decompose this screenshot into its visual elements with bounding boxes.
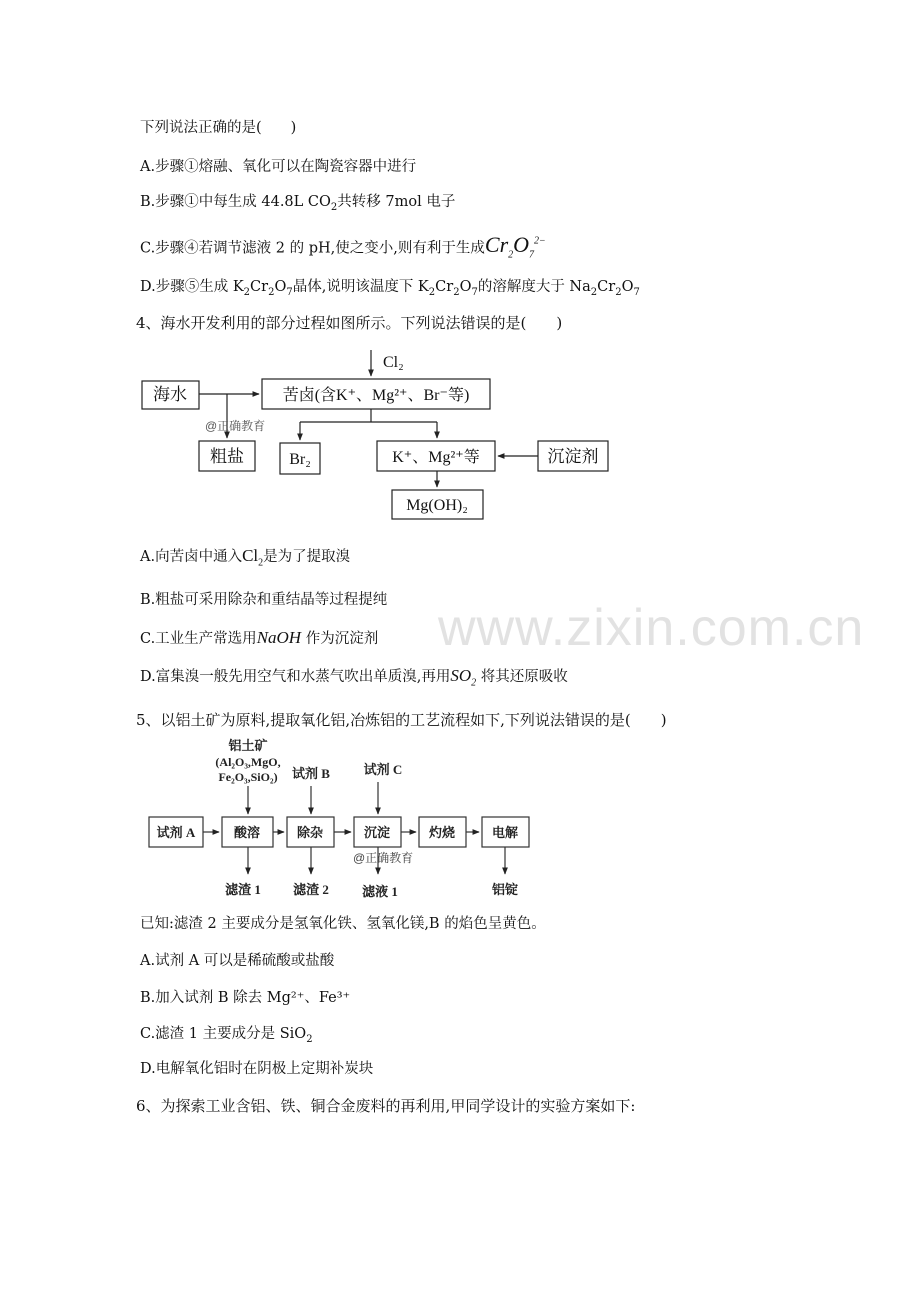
q4-option-d: D.富集溴一般先用空气和水蒸气吹出单质溴,再用$SO_2$ 将其还原吸收: [140, 666, 568, 689]
q3-stem: 下列说法正确的是( ): [140, 120, 297, 136]
ore-composition-line2: Fe₂O₃,SiO₂): [218, 770, 278, 784]
br2-label: Br₂: [289, 451, 311, 468]
ore-label: 铝土矿: [228, 738, 268, 753]
reagent-b-label: 试剂 B: [292, 766, 330, 781]
q5-option-d: D.电解氧化铝时在阴极上定期补炭块: [140, 1061, 374, 1077]
residue-1-label: 滤渣 1: [225, 882, 261, 897]
q4-option-c: C.工业生产常选用NaOH 作为沉淀剂: [140, 628, 379, 647]
site-watermark: www.zixin.com.cn: [438, 599, 865, 657]
mgoh2-label: Mg(OH)₂: [406, 497, 468, 514]
diagram-watermark: @正确教育: [353, 851, 414, 865]
calcination-label: 灼烧: [428, 825, 456, 840]
reagent-c-label: 试剂 C: [363, 762, 403, 777]
q3-option-c: C.步骤④若调节滤液 2 的 pH,使之变小,则有利于生成$Cr_2O_7^{2-}$: [140, 232, 546, 261]
electrolysis-label: 电解: [491, 825, 519, 840]
q3-option-a: A.步骤①熔融、氧化可以在陶瓷容器中进行: [140, 159, 417, 175]
crude-salt-label: 粗盐: [210, 447, 244, 466]
dichromate-formula: $Cr_2O_7^{2-}$: [484, 232, 546, 261]
impurity-removal-label: 除杂: [296, 825, 324, 840]
q5-option-b: B.加入试剂 B 除去 Mg²⁺、Fe³⁺: [140, 990, 351, 1006]
filtrate-1-label: 滤液 1: [362, 884, 398, 899]
q4-stem: 4、海水开发利用的部分过程如图所示。下列说法错误的是( ): [136, 314, 563, 332]
reagent-a-label: 试剂 A: [156, 825, 196, 840]
q4-option-a: A.向苦卤中通入$Cl_2$是为了提取溴: [140, 546, 351, 569]
diagram-watermark: @正确教育: [205, 419, 266, 433]
seawater-label: 海水: [153, 385, 187, 404]
precipitation-label: 沉淀: [363, 825, 391, 840]
precipitant-label: 沉淀剂: [547, 447, 599, 466]
q5-option-c: C.滤渣 1 主要成分是 SiO$_2$: [140, 1026, 313, 1045]
q4-option-b: B.粗盐可采用除杂和重结晶等过程提纯: [140, 592, 388, 608]
ingot-label: 铝锭: [491, 882, 519, 897]
q5-known: 已知:滤渣 2 主要成分是氢氧化铁、氢氧化镁,B 的焰色呈黄色。: [140, 916, 546, 932]
q5-option-a: A.试剂 A 可以是稀硫酸或盐酸: [140, 953, 335, 969]
cl2-label: Cl₂: [383, 354, 404, 371]
ore-composition-line1: (Al₂O₃,MgO,: [215, 755, 281, 769]
q6-stem: 6、为探索工业含铝、铁、铜合金废料的再利用,甲同学设计的实验方案如下:: [136, 1097, 636, 1115]
residue-2-label: 滤渣 2: [293, 882, 329, 897]
q5-stem: 5、以铝土矿为原料,提取氧化铝,冶炼铝的工艺流程如下,下列说法错误的是( ): [136, 711, 667, 729]
ions-label: K⁺、Mg²⁺等: [392, 449, 480, 466]
brine-label: 苦卤(含K⁺、Mg²⁺、Br⁻等): [282, 387, 470, 404]
q3-option-b: B.步骤①中每生成 44.8L $CO_2$共转移 7mol 电子: [140, 194, 456, 213]
acid-dissolve-label: 酸溶: [233, 825, 261, 840]
q3-option-d: D.步骤⑤生成 $K_2Cr_2O_7$晶体,说明该温度下 $K_2Cr_2O_7$的溶解度大于 $Na_2Cr_2O_7$: [140, 279, 640, 298]
